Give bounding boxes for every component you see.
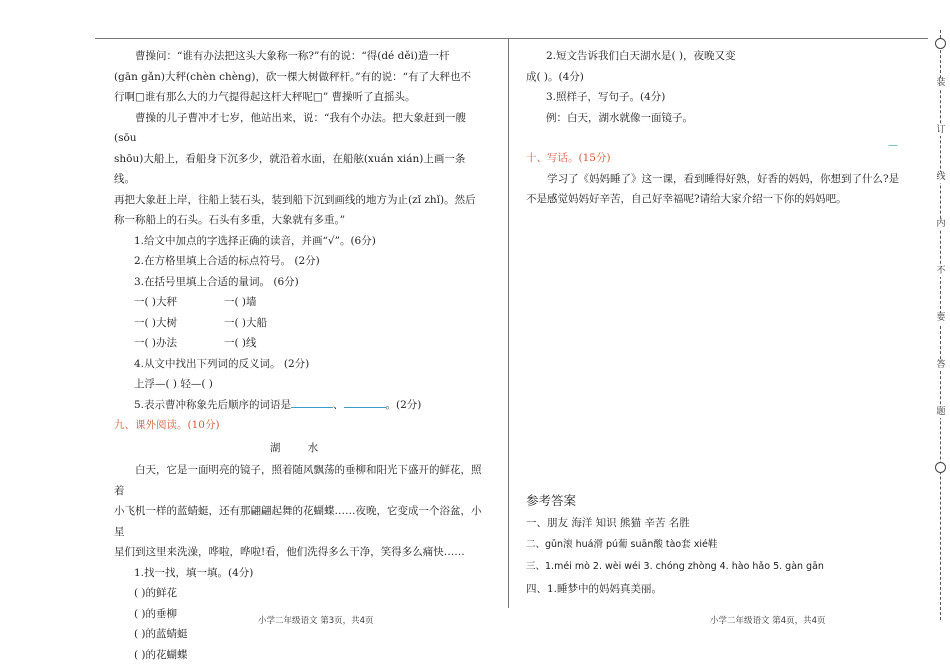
reading-paragraph: 白天，它是一面明亮的镜子，照着随风飘荡的垂柳和阳光下盛开的鲜花，照着: [114, 460, 486, 501]
question-1: 1.给文中加点的字选择正确的读音，并画“√”。(6分): [114, 231, 486, 252]
story-paragraph-2-line3: 再把大象赶上岸，往船上装石头，装到船下沉到画线的地方为止(zǐ zhǐ)。然后: [114, 190, 486, 211]
answer-line-3: 三、1.méi mò 2. wèi wéi 3. chóng zhòng 4. hào hǎo 5. gàn gān: [526, 556, 906, 578]
section-9-title: 九、课外阅读。(10分): [114, 415, 486, 436]
right-column: [526, 46, 901, 210]
measure-word-row: [114, 333, 486, 354]
question-4: 4.从文中找出下列词的反义词。 (2分): [114, 354, 486, 375]
left-column: [114, 46, 486, 665]
binding-mark: 要: [934, 313, 948, 324]
spacer: [526, 128, 901, 148]
writing-prompt-line2: 不是感觉妈妈好辛苦，自己好幸福呢?请给大家介绍一下你的妈妈吧。: [526, 189, 901, 210]
answer-line-4: 四、1.睡梦中的妈妈真美丽。: [526, 578, 906, 600]
column-divider: [508, 38, 509, 608]
question-5-points: 。(2分): [386, 399, 422, 411]
reading-question-3-example: 例：白天，湖水就像一面镜子。: [526, 108, 901, 129]
story-paragraph-2-line4: 称一称船上的石头。石头有多重，大象就有多重。”: [114, 210, 486, 231]
question-5-text: 5.表示曹冲称象先后顺序的词语是: [134, 399, 291, 411]
measure-word-item: 一( )墙: [224, 296, 257, 308]
answer-blank[interactable]: [291, 395, 333, 408]
reading-title: 湖 水: [114, 438, 486, 459]
measure-word-item: 一( )大船: [224, 317, 267, 329]
answer-key: [526, 490, 906, 600]
story-paragraph-1-line2: (gān gǎn)大秤(chèn chèng)，砍一棵大树做秤杆。”有的说：“有了大秤也不: [114, 67, 486, 88]
story-paragraph-2-line2: shōu)大船上，看船身下沉多少，就沿着水面，在船舷(xuán xián)上画一条线。: [114, 149, 486, 190]
story-paragraph-1-line3: 行啊□谁有那么大的力气提得起这杆大秤呢□” 曹操听了直摇头。: [114, 87, 486, 108]
top-rule: [95, 38, 928, 39]
answer-line-1: 一、朋友 海洋 知识 熊猫 辛苦 名胜: [526, 512, 906, 534]
binding-mark: 线: [934, 172, 948, 183]
binding-mark: 题: [934, 407, 948, 418]
measure-word-row: [114, 313, 486, 334]
answer-key-heading: 参考答案: [526, 490, 906, 512]
answer-blank[interactable]: [344, 395, 386, 408]
reading-question-2-line2: 成( )。(4分): [526, 67, 901, 88]
measure-word-item: 一( )线: [224, 337, 257, 349]
reading-paragraph-line3: 星们到这里来洗澡，哗啦，哗啦!看，他们洗得多么干净，笑得多么痛快……: [114, 542, 486, 563]
binding-mark: 内: [934, 219, 948, 230]
section-10-title: 十、写话。(15分): [526, 148, 901, 169]
question-2: 2.在方格里填上合适的标点符号。 (2分): [114, 251, 486, 272]
binding-mark: 不: [934, 266, 948, 277]
measure-word-item: 一( )办法: [134, 333, 224, 354]
reading-paragraph-line2: 小飞机一样的蓝蜻蜓，还有那翩翩起舞的花蝴蝶……夜晚，它变成一个浴盆，小星: [114, 501, 486, 542]
measure-word-row: [114, 292, 486, 313]
reading-question-1: 1.找一找，填一填。(4分): [114, 563, 486, 584]
antonym-row: 上浮—( ) 轻—( ): [114, 374, 486, 395]
story-paragraph-2: 曹操的儿子曹冲才七岁，他站出来，说：“我有个办法。把大象赶到一艘(sōu: [114, 108, 486, 149]
story-paragraph-1: 曹操问：“谁有办法把这头大象称一称?”有的说：“得(dé děi)造一杆: [114, 46, 486, 67]
fill-row: ( )的鲜花: [114, 583, 486, 604]
fill-row: ( )的蓝蜻蜓: [114, 624, 486, 645]
question-5: [114, 395, 486, 416]
binding-mark: 装: [934, 78, 948, 89]
reading-question-3: 3.照样子，写句子。(4分): [526, 87, 901, 108]
question-5-sep: 、: [333, 399, 344, 411]
binding-hole-top: [935, 38, 946, 49]
question-3: 3.在括号里填上合适的量词。 (6分): [114, 272, 486, 293]
binding-mark: 订: [934, 125, 948, 136]
answer-tick-mark: —: [888, 140, 898, 151]
measure-word-item: 一( )大树: [134, 313, 224, 334]
fill-row: ( )的花蝴蝶: [114, 645, 486, 665]
page-footer-right: 小学二年级语文 第4页，共4页: [710, 614, 826, 626]
binding-mark: 答: [934, 360, 948, 371]
page-footer-left: 小学二年级语文 第3页，共4页: [258, 614, 374, 626]
reading-question-2: 2.短文告诉我们白天湖水是( )，夜晚又变: [526, 46, 901, 67]
answer-line-2: 二、gǔn滚 huá滑 pú葡 suān酸 tào套 xié鞋: [526, 534, 906, 556]
fill-row: ( )的垂柳: [114, 604, 486, 625]
writing-prompt: 学习了《妈妈睡了》这一课，看到睡得好熟，好香的妈妈，你想到了什么?是: [526, 169, 901, 190]
binding-hole-bottom: [935, 462, 946, 473]
measure-word-item: 一( )大秤: [134, 292, 224, 313]
binding-marks: [934, 78, 948, 454]
